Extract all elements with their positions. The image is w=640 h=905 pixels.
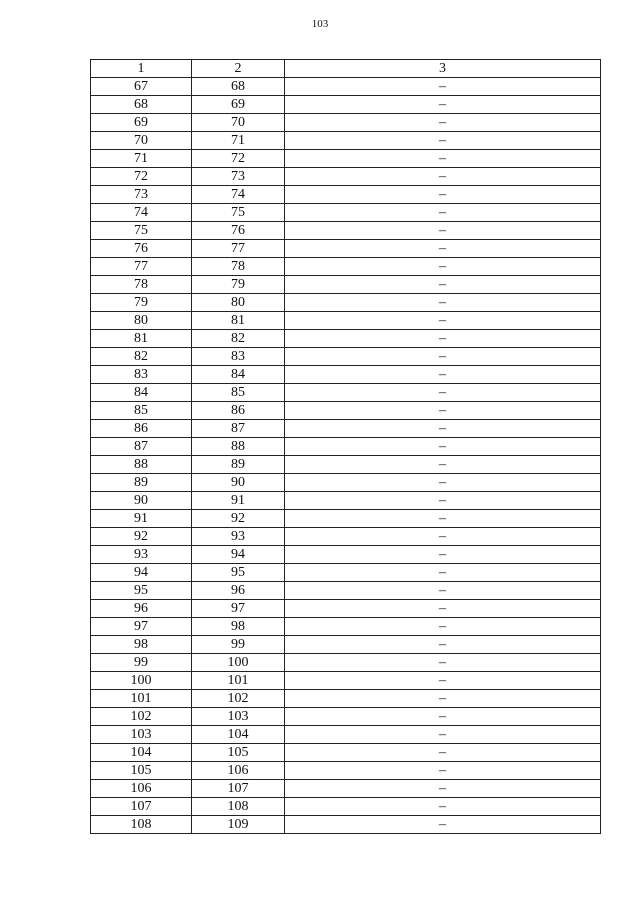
cell-col-1: 85 (91, 402, 192, 420)
cell-col-3: – (285, 798, 601, 816)
cell-col-2: 100 (192, 654, 285, 672)
table-row (91, 528, 601, 546)
table-row (91, 726, 601, 744)
cell-col-2: 95 (192, 564, 285, 582)
cell-col-1: 99 (91, 654, 192, 672)
cell-col-2: 101 (192, 672, 285, 690)
cell-col-3: – (285, 366, 601, 384)
cell-col-1: 105 (91, 762, 192, 780)
cell-col-1: 100 (91, 672, 192, 690)
cell-col-2: 85 (192, 384, 285, 402)
table-body (91, 60, 601, 834)
table-row (91, 672, 601, 690)
table-row (91, 312, 601, 330)
cell-col-2: 76 (192, 222, 285, 240)
cell-col-1: 78 (91, 276, 192, 294)
cell-col-2: 83 (192, 348, 285, 366)
cell-col-1: 93 (91, 546, 192, 564)
cell-col-2: 108 (192, 798, 285, 816)
cell-col-3: – (285, 438, 601, 456)
cell-col-3: – (285, 708, 601, 726)
cell-col-3: – (285, 582, 601, 600)
cell-col-2: 106 (192, 762, 285, 780)
cell-col-3: – (285, 546, 601, 564)
cell-col-3: – (285, 204, 601, 222)
table-row (91, 240, 601, 258)
table-row (91, 384, 601, 402)
cell-col-3: – (285, 510, 601, 528)
table-row (91, 690, 601, 708)
cell-col-2: 88 (192, 438, 285, 456)
cell-col-1: 106 (91, 780, 192, 798)
table-row (91, 780, 601, 798)
cell-col-3: – (285, 672, 601, 690)
cell-col-1: 95 (91, 582, 192, 600)
cell-col-1: 72 (91, 168, 192, 186)
cell-col-1: 94 (91, 564, 192, 582)
cell-col-1: 91 (91, 510, 192, 528)
cell-col-2: 99 (192, 636, 285, 654)
table-row (91, 492, 601, 510)
cell-col-3: – (285, 78, 601, 96)
cell-col-3: – (285, 168, 601, 186)
cell-col-2: 89 (192, 456, 285, 474)
cell-col-2: 103 (192, 708, 285, 726)
cell-col-1: 84 (91, 384, 192, 402)
cell-col-3: – (285, 564, 601, 582)
cell-col-1: 92 (91, 528, 192, 546)
cell-col-3: – (285, 600, 601, 618)
table-row (91, 456, 601, 474)
cell-col-3: – (285, 420, 601, 438)
cell-col-2: 73 (192, 168, 285, 186)
column-header-2: 2 (192, 60, 285, 78)
cell-col-1: 97 (91, 618, 192, 636)
cell-col-1: 87 (91, 438, 192, 456)
cell-col-1: 68 (91, 96, 192, 114)
cell-col-3: – (285, 690, 601, 708)
cell-col-2: 91 (192, 492, 285, 510)
table-row (91, 816, 601, 834)
cell-col-2: 107 (192, 780, 285, 798)
cell-col-3: – (285, 222, 601, 240)
cell-col-1: 89 (91, 474, 192, 492)
data-table (90, 59, 601, 834)
table-row (91, 348, 601, 366)
table-row (91, 618, 601, 636)
cell-col-1: 104 (91, 744, 192, 762)
cell-col-1: 88 (91, 456, 192, 474)
cell-col-3: – (285, 528, 601, 546)
cell-col-3: – (285, 474, 601, 492)
cell-col-3: – (285, 402, 601, 420)
table-row (91, 132, 601, 150)
cell-col-2: 94 (192, 546, 285, 564)
cell-col-3: – (285, 186, 601, 204)
cell-col-3: – (285, 384, 601, 402)
cell-col-1: 81 (91, 330, 192, 348)
table-row (91, 150, 601, 168)
table-row (91, 330, 601, 348)
table-row (91, 402, 601, 420)
cell-col-3: – (285, 636, 601, 654)
table-header-row (91, 60, 601, 78)
cell-col-1: 70 (91, 132, 192, 150)
table-row (91, 258, 601, 276)
cell-col-1: 90 (91, 492, 192, 510)
table-row (91, 546, 601, 564)
cell-col-1: 101 (91, 690, 192, 708)
cell-col-2: 72 (192, 150, 285, 168)
cell-col-2: 84 (192, 366, 285, 384)
cell-col-2: 104 (192, 726, 285, 744)
table-row (91, 474, 601, 492)
table-row (91, 294, 601, 312)
cell-col-2: 71 (192, 132, 285, 150)
table-row (91, 582, 601, 600)
table-row (91, 762, 601, 780)
cell-col-1: 96 (91, 600, 192, 618)
cell-col-3: – (285, 312, 601, 330)
table-row (91, 420, 601, 438)
cell-col-2: 68 (192, 78, 285, 96)
page-number: 103 (311, 18, 329, 30)
cell-col-2: 90 (192, 474, 285, 492)
cell-col-1: 76 (91, 240, 192, 258)
cell-col-1: 74 (91, 204, 192, 222)
cell-col-1: 107 (91, 798, 192, 816)
cell-col-1: 102 (91, 708, 192, 726)
table-row (91, 186, 601, 204)
cell-col-2: 92 (192, 510, 285, 528)
cell-col-2: 69 (192, 96, 285, 114)
cell-col-2: 109 (192, 816, 285, 834)
cell-col-3: – (285, 816, 601, 834)
cell-col-2: 74 (192, 186, 285, 204)
cell-col-3: – (285, 726, 601, 744)
cell-col-1: 79 (91, 294, 192, 312)
cell-col-1: 82 (91, 348, 192, 366)
cell-col-2: 75 (192, 204, 285, 222)
cell-col-3: – (285, 492, 601, 510)
cell-col-2: 70 (192, 114, 285, 132)
table-row (91, 438, 601, 456)
cell-col-3: – (285, 258, 601, 276)
table-row (91, 654, 601, 672)
table-row (91, 600, 601, 618)
table-row (91, 114, 601, 132)
table-row (91, 510, 601, 528)
cell-col-1: 80 (91, 312, 192, 330)
cell-col-2: 77 (192, 240, 285, 258)
table-row (91, 168, 601, 186)
cell-col-2: 87 (192, 420, 285, 438)
cell-col-1: 67 (91, 78, 192, 96)
cell-col-3: – (285, 294, 601, 312)
cell-col-2: 98 (192, 618, 285, 636)
table-row (91, 564, 601, 582)
cell-col-2: 80 (192, 294, 285, 312)
cell-col-3: – (285, 744, 601, 762)
cell-col-3: – (285, 114, 601, 132)
cell-col-1: 75 (91, 222, 192, 240)
table-row (91, 798, 601, 816)
cell-col-2: 81 (192, 312, 285, 330)
column-header-3: 3 (285, 60, 601, 78)
cell-col-2: 97 (192, 600, 285, 618)
table-row (91, 636, 601, 654)
cell-col-3: – (285, 132, 601, 150)
cell-col-3: – (285, 240, 601, 258)
table-row (91, 744, 601, 762)
table-row (91, 96, 601, 114)
table-row (91, 276, 601, 294)
cell-col-3: – (285, 330, 601, 348)
table-row (91, 222, 601, 240)
cell-col-1: 71 (91, 150, 192, 168)
cell-col-1: 77 (91, 258, 192, 276)
table-row (91, 366, 601, 384)
cell-col-1: 86 (91, 420, 192, 438)
cell-col-2: 93 (192, 528, 285, 546)
cell-col-3: – (285, 456, 601, 474)
cell-col-2: 78 (192, 258, 285, 276)
cell-col-3: – (285, 780, 601, 798)
cell-col-1: 103 (91, 726, 192, 744)
cell-col-2: 102 (192, 690, 285, 708)
cell-col-2: 96 (192, 582, 285, 600)
cell-col-1: 73 (91, 186, 192, 204)
cell-col-1: 83 (91, 366, 192, 384)
cell-col-3: – (285, 654, 601, 672)
table-row (91, 78, 601, 96)
cell-col-2: 86 (192, 402, 285, 420)
cell-col-1: 69 (91, 114, 192, 132)
cell-col-3: – (285, 762, 601, 780)
cell-col-1: 108 (91, 816, 192, 834)
cell-col-3: – (285, 276, 601, 294)
column-header-1: 1 (91, 60, 192, 78)
cell-col-3: – (285, 618, 601, 636)
cell-col-2: 82 (192, 330, 285, 348)
cell-col-2: 105 (192, 744, 285, 762)
table-row (91, 708, 601, 726)
table-row (91, 204, 601, 222)
cell-col-1: 98 (91, 636, 192, 654)
cell-col-3: – (285, 96, 601, 114)
cell-col-3: – (285, 150, 601, 168)
cell-col-2: 79 (192, 276, 285, 294)
cell-col-3: – (285, 348, 601, 366)
